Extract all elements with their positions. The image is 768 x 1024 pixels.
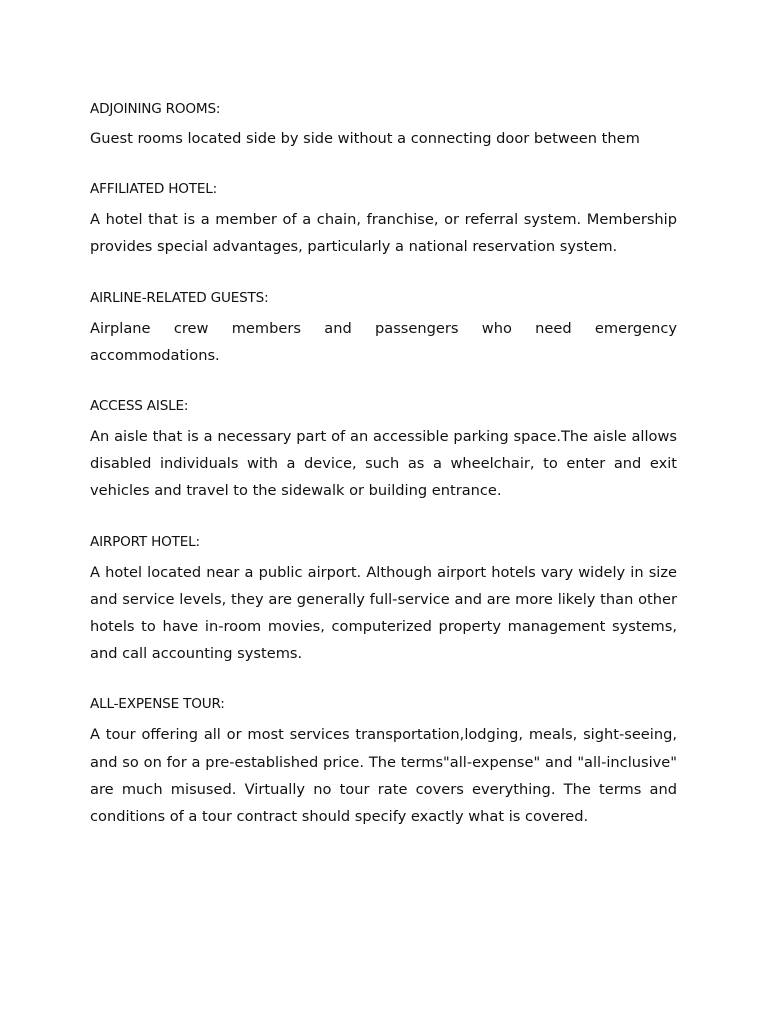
term-heading: ADJOINING ROOMS: (90, 101, 221, 117)
term-heading: AFFILIATED HOTEL: (90, 181, 218, 198)
term-definition: An aisle that is a necessary part of an accessible parking space.The aisle allows disabled individuals with a device, such as a wheelchair, to enter and exit vehicles and travel to the sidewalk or building entrance. (90, 428, 677, 500)
glossary-entry-airline-related-guests (90, 288, 677, 369)
term-definition: Guest rooms located side by side without a connecting door between them (90, 130, 640, 147)
glossary-entry-all-expense-tour (90, 694, 677, 830)
term-definition: A hotel located near a public airport. Although airport hotels vary widely in size and service levels, they are generally full-service and are more likely than other hotels to have in-room movies, computerized property management systems, and call accounting systems. (90, 563, 677, 663)
term-heading: ACCESS AISLE: (90, 398, 189, 415)
glossary-entry-adjoining-rooms (90, 99, 677, 152)
term-heading: AIRPORT HOTEL: (90, 533, 200, 550)
term-heading: AIRLINE-RELATED GUESTS: (90, 289, 269, 306)
term-definition: A hotel that is a member of a chain, franchise, or referral system. Membership provides special advantages, particularly a national reservation system. (90, 211, 677, 256)
term-definition: Airplane crew members and passengers who need emergency accommodations. (90, 319, 677, 364)
term-heading: ALL-EXPENSE TOUR: (90, 696, 225, 713)
glossary-entry-access-aisle (90, 396, 677, 505)
glossary-entry-airport-hotel (90, 532, 677, 668)
glossary-entry-affiliated-hotel (90, 179, 677, 260)
glossary-page (90, 99, 677, 857)
term-definition: A tour offering all or most services transportation,lodging, meals, sight-seeing, and so on for a pre-established price. The terms"all-expense" and "all-inclusive" are much misused. Virtually no tour rate covers everything. The terms and conditions of a tour contract should specify exactly what is covered. (90, 726, 677, 826)
